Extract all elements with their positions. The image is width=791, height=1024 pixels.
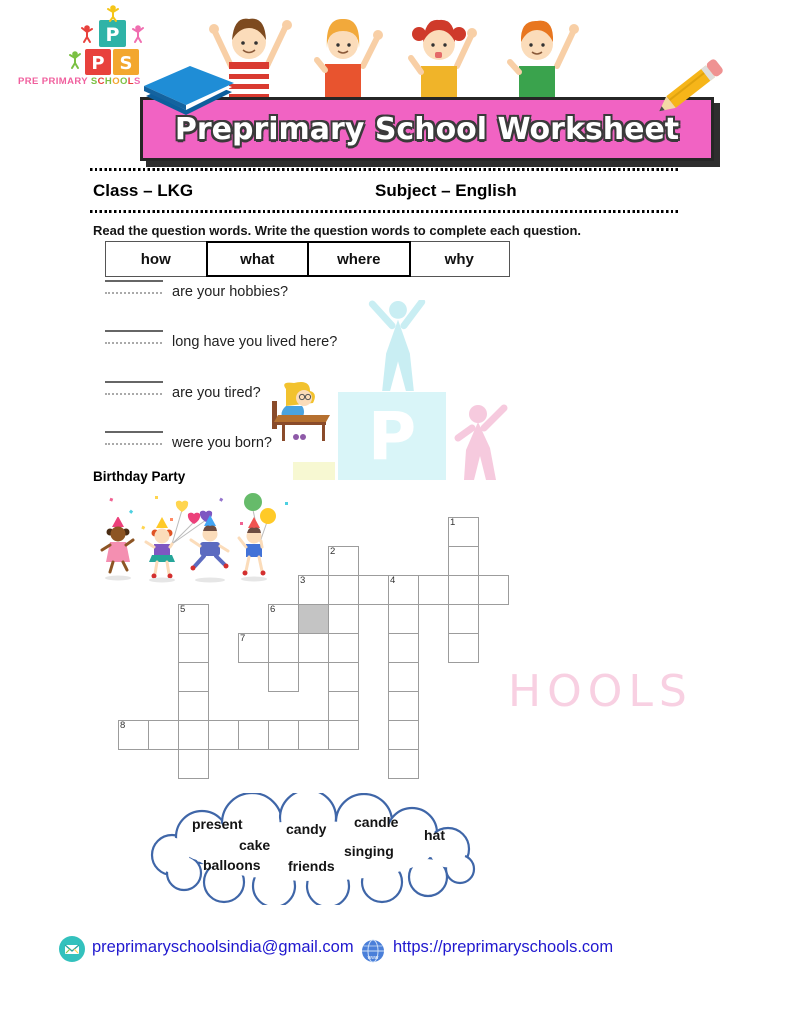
brand-schools bbox=[91, 76, 141, 87]
divider-dashed-bottom bbox=[90, 210, 678, 213]
crossword-cell[interactable] bbox=[178, 691, 209, 721]
logo-kid-top bbox=[108, 5, 118, 21]
cloud-word-singing: singing bbox=[344, 843, 394, 859]
kid-blonde-girl bbox=[317, 19, 383, 100]
cloud-word-cake: cake bbox=[239, 837, 271, 853]
crossword-cell[interactable] bbox=[418, 575, 449, 605]
answer-blank-dotted[interactable] bbox=[105, 292, 162, 294]
divider-dashed-top bbox=[90, 168, 678, 171]
crossword-cell[interactable] bbox=[328, 604, 359, 634]
crossword-number: 4 bbox=[390, 575, 396, 586]
logo-kid-left bbox=[82, 25, 92, 42]
cloud-word-candle: candle bbox=[354, 814, 399, 830]
logo-kid-right bbox=[133, 25, 143, 42]
answer-blank-line[interactable] bbox=[105, 381, 163, 383]
crossword-cell[interactable] bbox=[268, 720, 299, 750]
crossword-cell[interactable] bbox=[478, 575, 509, 605]
crossword-number: 3 bbox=[300, 575, 306, 586]
answer-blank-line[interactable] bbox=[105, 330, 163, 332]
answer-blank-dotted[interactable] bbox=[105, 443, 162, 445]
question-1 bbox=[105, 280, 525, 322]
answer-blank-line[interactable] bbox=[105, 431, 163, 433]
crossword-cell[interactable] bbox=[328, 575, 359, 605]
crossword-number: 7 bbox=[240, 633, 246, 644]
brand-letter: S bbox=[90, 76, 98, 87]
crossword-number: 2 bbox=[330, 546, 336, 557]
blue-book-illustration bbox=[133, 58, 240, 118]
watermark-hools-text: HOOLS bbox=[508, 666, 693, 717]
crossword-cell[interactable] bbox=[148, 720, 179, 750]
birthday-party-title: Birthday Party bbox=[93, 469, 186, 484]
kid-green-shirt-boy bbox=[510, 21, 579, 100]
crossword-cell[interactable] bbox=[448, 575, 479, 605]
watermark-p-letter: P bbox=[367, 397, 417, 475]
crossword-blocked-cell bbox=[298, 604, 329, 634]
crossword-cell[interactable] bbox=[448, 517, 479, 547]
cloud-word-hat: hat bbox=[424, 827, 445, 843]
email-link[interactable]: preprimaryschoolsindia@gmail.com bbox=[92, 938, 354, 956]
question-words-table bbox=[105, 241, 510, 277]
answer-blank-dotted[interactable] bbox=[105, 342, 162, 344]
pps-logo bbox=[17, 4, 152, 78]
brand-prefix: PRE PRIMARY bbox=[18, 76, 91, 87]
cloud-word-candy: candy bbox=[286, 821, 327, 837]
word-bank-where: where bbox=[307, 241, 411, 277]
subject-label: Subject – English bbox=[375, 181, 517, 200]
crossword-cell[interactable] bbox=[208, 720, 239, 750]
crossword-cell[interactable] bbox=[268, 633, 299, 663]
crossword-cell[interactable] bbox=[358, 575, 389, 605]
crossword-cell[interactable] bbox=[448, 546, 479, 576]
website-globe-icon bbox=[361, 939, 385, 963]
crossword-cell[interactable] bbox=[448, 633, 479, 663]
brand-letter: H bbox=[104, 76, 113, 87]
kid-pigtails-girl bbox=[411, 20, 477, 100]
cloud-word-balloons: balloons bbox=[203, 857, 261, 873]
logo-letter-p2: P bbox=[91, 53, 105, 74]
crossword-cell[interactable] bbox=[388, 720, 419, 750]
crossword-cell[interactable] bbox=[238, 633, 269, 663]
crossword-cell[interactable] bbox=[388, 633, 419, 663]
crossword-cell[interactable] bbox=[238, 720, 269, 750]
crossword-cell[interactable] bbox=[178, 749, 209, 779]
crossword-cell[interactable] bbox=[328, 546, 359, 576]
crossword-grid bbox=[118, 517, 511, 781]
word-bank-what: what bbox=[206, 241, 310, 277]
crossword-cell[interactable] bbox=[388, 662, 419, 692]
crossword-cell[interactable] bbox=[178, 633, 209, 663]
email-icon bbox=[58, 935, 86, 963]
crossword-cell[interactable] bbox=[298, 575, 329, 605]
tired-girl-illustration bbox=[266, 379, 334, 445]
crossword-cell[interactable] bbox=[118, 720, 149, 750]
question-text: are you tired? bbox=[172, 385, 261, 401]
cloud-word-friends: friends bbox=[288, 858, 335, 874]
crossword-cell[interactable] bbox=[268, 604, 299, 634]
crossword-cell[interactable] bbox=[388, 749, 419, 779]
crossword-cell[interactable] bbox=[268, 662, 299, 692]
crossword-cell[interactable] bbox=[328, 633, 359, 663]
crossword-cell[interactable] bbox=[298, 720, 329, 750]
header-kids-illustration bbox=[205, 0, 605, 100]
crossword-cell[interactable] bbox=[298, 633, 329, 663]
crossword-cell[interactable] bbox=[448, 604, 479, 634]
word-bank-why: why bbox=[410, 242, 510, 276]
question-text: are your hobbies? bbox=[172, 284, 289, 300]
crossword-number: 8 bbox=[120, 720, 126, 731]
question-text: were you born? bbox=[172, 435, 272, 451]
brand-letter: C bbox=[97, 76, 105, 87]
brand-letter: S bbox=[133, 76, 141, 87]
crossword-cell[interactable] bbox=[178, 720, 209, 750]
website-link[interactable]: https://preprimaryschools.com bbox=[393, 938, 614, 956]
logo-letter-s: S bbox=[119, 53, 133, 74]
logo-letter-p1: P bbox=[105, 24, 120, 46]
cloud-word-present: present bbox=[192, 816, 243, 832]
crossword-number: 5 bbox=[180, 604, 186, 615]
crossword-number: 1 bbox=[450, 517, 456, 528]
crossword-cell[interactable] bbox=[328, 720, 359, 750]
logo-kid-green bbox=[70, 51, 80, 68]
cloud-outline bbox=[140, 793, 480, 905]
crossword-number: 6 bbox=[270, 604, 276, 615]
word-bank-how: how bbox=[106, 242, 207, 276]
pencil-illustration bbox=[645, 48, 740, 123]
crossword-cell[interactable] bbox=[328, 691, 359, 721]
crossword-cell[interactable] bbox=[388, 575, 419, 605]
brand-letter: L bbox=[127, 76, 134, 87]
question-text: long have you lived here? bbox=[172, 334, 338, 350]
answer-blank-line[interactable] bbox=[105, 280, 163, 282]
crossword-cell[interactable] bbox=[388, 604, 419, 634]
word-cloud bbox=[140, 793, 480, 905]
crossword-cell[interactable] bbox=[178, 662, 209, 692]
crossword-cell[interactable] bbox=[178, 604, 209, 634]
answer-blank-dotted[interactable] bbox=[105, 393, 162, 395]
crossword-cell[interactable] bbox=[388, 691, 419, 721]
banner-title: Preprimary School Worksheet bbox=[174, 111, 680, 147]
question-2 bbox=[105, 330, 525, 372]
instruction-text: Read the question words. Write the question words to complete each question. bbox=[93, 223, 582, 238]
crossword-cell[interactable] bbox=[328, 662, 359, 692]
class-label: Class – LKG bbox=[93, 181, 194, 200]
brand-letter: O bbox=[119, 76, 128, 87]
brand-letter: O bbox=[112, 76, 120, 87]
svg-text:www: www bbox=[367, 955, 379, 961]
